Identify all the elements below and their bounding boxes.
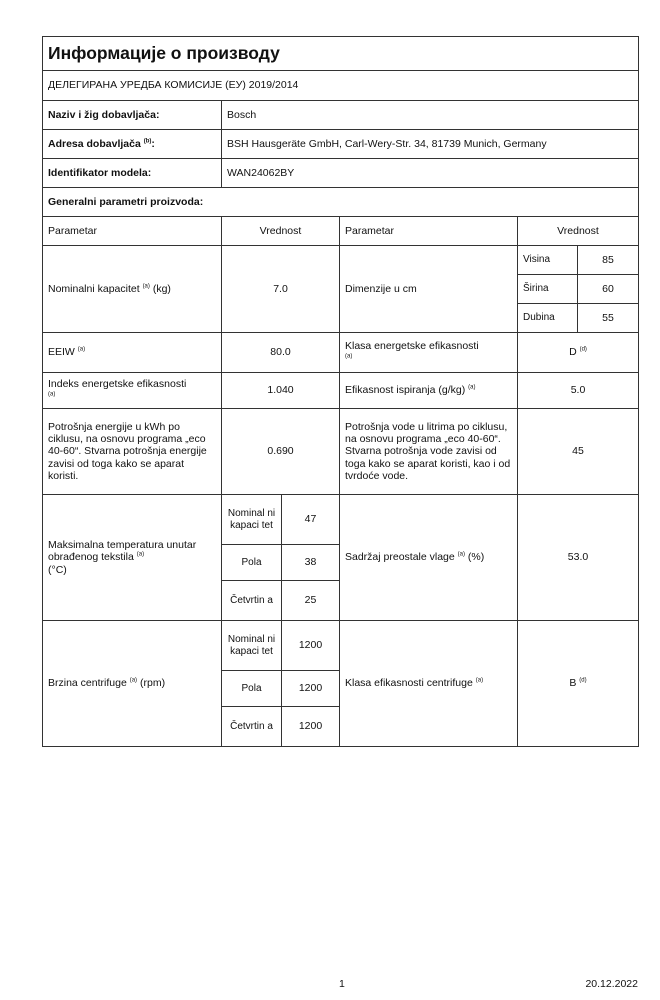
footnote-marker: (b): [143, 138, 152, 145]
page-number: 1: [339, 978, 345, 990]
model-identifier-label: Identifikator modela:: [43, 159, 222, 188]
temp-quarter-label: Četvrtin a: [222, 581, 282, 621]
height-value: 85: [578, 246, 639, 275]
supplier-name-label: Naziv i žig dobavljača:: [43, 101, 222, 130]
energy-consumption-label: Potrošnja energije u kWh po ciklusu, na osnovu programa „eco 40-60“. Stvarna potrošnja energije zavisi od toga kako se aparat koristi.: [43, 409, 222, 495]
depth-value: 55: [578, 304, 639, 333]
header-parameter-2: Parametar: [340, 217, 518, 246]
rinsing-label: Efikasnost ispiranja (g/kg) $^{(a)}$: [340, 373, 518, 409]
header-value: Vrednost: [222, 217, 340, 246]
rinsing-value: 5.0: [518, 373, 639, 409]
residual-moisture-value: 53.0: [518, 495, 639, 621]
temp-half-value: 38: [282, 545, 340, 581]
energy-class-label: Klasa energetske efikasnosti $^{(a)}$: [340, 333, 518, 373]
rated-capacity-value: 7.0: [222, 246, 340, 333]
supplier-name-value: Bosch: [222, 101, 639, 130]
header-value-2: Vrednost: [518, 217, 639, 246]
energy-index-label: Indeks energetske efikasnosti $^{(a)}$: [43, 373, 222, 409]
header-parameter: Parametar: [43, 217, 222, 246]
temp-quarter-value: 25: [282, 581, 340, 621]
product-information-table: [42, 36, 639, 747]
water-consumption-value: 45: [518, 409, 639, 495]
temp-half-label: Pola: [222, 545, 282, 581]
spin-rated-label: Nominal ni kapaci tet: [222, 621, 282, 671]
spin-half-label: Pola: [222, 671, 282, 707]
spin-quarter-value: 1200: [282, 707, 340, 747]
model-identifier-value: WAN24062BY: [222, 159, 639, 188]
spin-class-label: Klasa efikasnosti centrifuge $^{(a)}$: [340, 621, 518, 747]
eeiw-value: 80.0: [222, 333, 340, 373]
spin-half-value: 1200: [282, 671, 340, 707]
height-label: Visina: [518, 246, 578, 275]
energy-index-value: 1.040: [222, 373, 340, 409]
dimensions-label: Dimenzije u cm: [340, 246, 518, 333]
spin-rated-value: 1200: [282, 621, 340, 671]
temp-rated-value: 47: [282, 495, 340, 545]
max-temperature-label: Maksimalna temperatura unutar obrađenog tekstila $^{(a)}$ (°C): [43, 495, 222, 621]
width-value: 60: [578, 275, 639, 304]
residual-moisture-label: Sadržaj preostale vlage $^{(a)}$ (%): [340, 495, 518, 621]
width-label: Širina: [518, 275, 578, 304]
eeiw-label: EEIW $^{(a)}$: [43, 333, 222, 373]
depth-label: Dubina: [518, 304, 578, 333]
spin-class-value: B $^{(d)}$: [518, 621, 639, 747]
page-title: Информације о производу: [43, 37, 639, 71]
energy-class-value: D $^{(d)}$: [518, 333, 639, 373]
page-date: 20.12.2022: [585, 978, 638, 990]
general-parameters-heading: Generalni parametri proizvoda:: [43, 188, 639, 217]
spin-speed-label: Brzina centrifuge $^{(a)}$ (rpm): [43, 621, 222, 747]
supplier-address-value: BSH Hausgeräte GmbH, Carl-Wery-Str. 34, 81739 Munich, Germany: [222, 130, 639, 159]
rated-capacity-label: Nominalni kapacitet $^{(a)}$ (kg): [43, 246, 222, 333]
supplier-address-label: Adresa dobavljača $^{(b)}$:: [43, 130, 222, 159]
water-consumption-label: Potrošnja vode u litrima po ciklusu, na osnovu programa „eco 40-60“. Stvarna potrošnja vode zavisi od toga kako se aparat koristi, kao i od tvrdoće vode.: [340, 409, 518, 495]
regulation-subtitle: ДЕЛЕГИРАНА УРЕДБА КОМИСИЈЕ (ЕУ) 2019/2014: [43, 71, 639, 101]
energy-consumption-value: 0.690: [222, 409, 340, 495]
spin-quarter-label: Četvrtin a: [222, 707, 282, 747]
temp-rated-label: Nominal ni kapaci tet: [222, 495, 282, 545]
